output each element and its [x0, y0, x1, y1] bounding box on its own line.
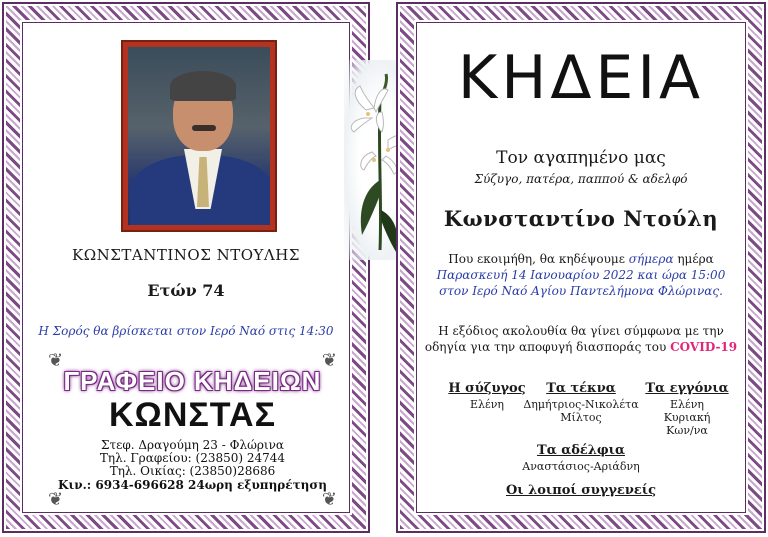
funeral-text-line: Που εκοιμήθη, θα κηδέψουμε σήμερα ημέρα [448, 252, 714, 266]
office-name: ΚΩΝΣΤΑΣ [109, 396, 276, 434]
grandchildren-group: Τα εγγόνια Ελένη Κυριακή Κων/να [645, 381, 729, 437]
ornament-icon: ❦ [48, 489, 64, 510]
office-address: Στεφ. Δραγούμη 23 - Φλώρινα [100, 438, 285, 452]
children-group: Τα τέκνα Δημήτριος-Νικολέτα Μίλτος [523, 381, 639, 424]
covid-note-line: οδηγία για την αποφυγή διασποράς του COVID-19 [424, 340, 738, 354]
office-phone: Τηλ. Γραφείου: (23850) 24744 [99, 451, 286, 465]
age-label: Ετών 74 [147, 281, 225, 300]
ornament-icon: ❦ [321, 489, 337, 510]
viewing-note: Η Σορός θα βρίσκεται στον Ιερό Ναό στις 14:30 [38, 324, 334, 338]
left-panel [2, 2, 370, 533]
funeral-date-line: Παρασκευή 14 Ιανουαρίου 2022 και ώρα 15:00 [436, 268, 726, 282]
office-title: ΓΡΑΦΕΙΟ ΚΗΔΕΙΩΝ [63, 366, 322, 396]
right-panel [396, 2, 766, 533]
other-relatives: Οι λοιποί συγγενείς [505, 483, 657, 498]
portrait-photo [121, 40, 277, 232]
ornament-icon: ❦ [321, 350, 337, 371]
relation-line: Σύζυγο, πατέρα, παππού & αδελφό [474, 172, 688, 186]
church-line: στον Ιερό Ναό Αγίου Παντελήμονα Φλώρινας. [439, 284, 723, 298]
spouse-group: Η σύζυγος Ελένη [448, 381, 526, 411]
intro-line: Τον αγαπημένο μας [496, 148, 666, 168]
siblings-group: Τα αδέλφια Αναστάσιος-Αριάδνη [522, 443, 640, 473]
covid-note-line: Η εξόδιος ακολουθία θα γίνει σύμφωνα με την [438, 324, 724, 338]
deceased-name: Κωνσταντίνο Ντούλη [443, 206, 719, 231]
ornament-icon: ❦ [48, 350, 64, 371]
deceased-name: ΚΩΝΣΤΑΝΤΙΝΟΣ ΝΤΟΥΛΗΣ [72, 246, 300, 264]
funeral-office-ad [46, 350, 339, 510]
home-phone: Τηλ. Οικίας: (23850)28686 [109, 464, 276, 478]
mobile-phone: Κιν.: 6934-696628 24ωρη εξυπηρέτηση [58, 478, 327, 492]
announcement-title: ΚΗΔΕΙΑ [457, 43, 705, 113]
